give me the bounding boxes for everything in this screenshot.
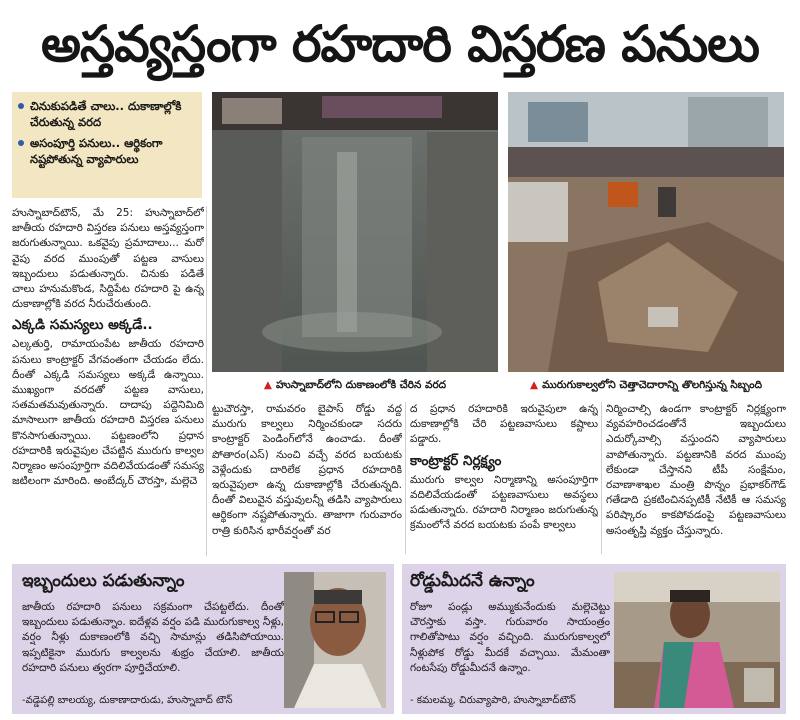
subheading: ఎక్కడి సమస్యలు అక్కడే.. [12, 317, 153, 334]
column-divider [405, 402, 406, 554]
article-intro: హుస్నాబాద్‌టౌన్, మే 25: హుస్నాబాద్‌లో జాతీయ రహదారి విస్తరణ పనులు అస్తవ్యస్తంగా జరుగుతున్నాయి. ఒకవైపు ప్రమాదాలు... మరో వైపు వరద ముంపుతో పట్టణ వాసులు ఇబ్బందులు పడుతున్నారు. చినుకు పడితే చాలు హనుమకొండ, సిద్దిపేట రహదారి పై ఉన్న దుకాణాల్లోకి వరద నీరుచేరుతుంది. [12, 207, 204, 311]
photo-caption-left: ▲ హుస్నాబాద్‌లోని దుకాణంలోకి చేరిన వరద [263, 379, 447, 391]
bullet-icon [18, 140, 24, 146]
triangle-icon: ▲ [263, 379, 272, 391]
quote-text: జాతీయ రహదారి పనులు సక్రమంగా చేపట్టలేదు. దీంతో ఇబ్బందులు పడుతున్నాం. ఐదేళ్లవ వర్షం పడి మురుగుకాల్వ నీళ్లు, వర్షం నీళ్లు దుకాణంలోకి వచ్చి సామాన్లు తడిసిపోయాయి. ఇప్పటికైనా మురుగు కాల్వలను శుభ్రం చేయాలి. జాతీయ రహదారి పనులు త్వరగా పూర్తిచేయాలి. [22, 601, 284, 674]
headline: అస్తవ్యస్తంగా రహదారి విస్తరణ పనులు [41, 15, 759, 73]
article-paragraph: మురుగు కాల్వల నిర్మాణాన్ని అసంపూర్తిగా వదిలివేయడంతో పట్టణవాసులు అవస్థలు పడుతున్నారు. రహదారి నిర్మాణం జరుగుతున్న క్రమంలోనే వరద బయటకు పంపే కాల్వలు [410, 473, 598, 532]
highlight-item [18, 135, 196, 167]
article-column-2 [212, 402, 402, 554]
highlight-text: చినుకుపడితే చాలు.. దుకాణాల్లోకి చేరుతున్న వరద [30, 99, 182, 129]
quote-title: రోడ్డుమీదనే ఉన్నాం [410, 571, 535, 591]
highlight-item [18, 98, 196, 130]
highlight-text: అసంపూర్తి పనులు.. ఆర్థికంగా నష్టపోతున్న వ్యాపారులు [30, 136, 163, 166]
flooded-shop-photo [212, 92, 498, 372]
column-divider [601, 402, 602, 554]
highlights-box [12, 92, 202, 198]
subheading: కాంట్రాక్టర్ నిర్లక్ష్యం [410, 452, 502, 469]
quote-text: రోజూ పండ్లు అమ్ముకునేందుకు మల్లెచెట్టు చౌరస్తాకు వస్తా. గురువారం సాయంత్రం గాలితోపాటు వర్షం వచ్చింది. మురుగుకాల్వలో నీళ్లుపోక రోడ్డు మీదకే వచ్చాయి. మేమంతా గంటసేపు రోడ్డుమీదనే ఉన్నాం. [410, 601, 610, 674]
article-column-4 [606, 402, 786, 554]
photo-caption-right: ▲ మురుగుకాల్వలోని చెత్తాచెదారాన్ని తొలగిస్తున్న సిబ్బంది [529, 379, 762, 391]
bullet-icon [18, 103, 24, 109]
quote-signature: - కమలమ్మ, చిరువ్యాపారి, హుస్నాబాద్‌టౌన్ [410, 695, 576, 706]
triangle-icon: ▲ [529, 379, 539, 391]
article-column-1 [12, 206, 204, 556]
shopkeeper-portrait [284, 572, 386, 708]
column-divider [206, 206, 207, 556]
article-paragraph: నిర్మించాల్సి ఉండగా కాంట్రాక్టర్ నిర్లక్ష్యంగా వ్యవహరించడంతోనే ఇబ్బందులు ఎదుర్కోవాల్సి వస్తుందని వ్యాపారులు వాపోతున్నారు. పట్టణానికి వరద ముంపు లేకుండా చేస్తానని టీపీ సంక్షేమం, రవాణాశాఖల మంత్రి పొన్నం ప్రభాకర్‌గౌడ్ గతేడాది ప్రకటించినప్పటికీ నేటికీ ఆ సమస్య పరిష్కారం కాకపోవడంపై పట్టణవాసులు అసంతృప్తి వ్యక్తం చేస్తున్నారు. [606, 403, 786, 537]
article-paragraph: ద ప్రధాన రహదారికి ఇరువైపులా ఉన్న దుకాణాల్లోకి చేరి పట్టణవాసులు కష్టాలు పడ్డారు. [410, 403, 598, 446]
drain-cleaning-photo [508, 92, 784, 372]
quote-signature: -వడ్డెపల్లి బాలయ్య, దుకాణాదారుడు, హుస్నాబాద్ టౌన్ [22, 695, 233, 706]
vendor-portrait [614, 572, 780, 708]
article-column-3 [410, 402, 598, 554]
quote-title: ఇబ్బందులు పడుతున్నాం [22, 571, 185, 591]
article-paragraph: ఎల్కతుర్తి, రామాయంపేట జాతీయ రహదారి పనులు కాంట్రాక్టర్ వేగవంతంగా చేయడం లేదు. దీంతో ఎక్కడి సమస్యలు అక్కడే ఉన్నాయి. ముఖ్యంగా వరదతో పట్టణ వాసులు, సతమతమవుతున్నారు. దాదాపు పద్దెనిమిది మాసాలుగా జాతీయ రహదారి విస్తరణ పనులు కొనసాగుతున్నాయి. పట్టణంలోని ప్రధాన రహదారికి ఇరువైపుల చేపట్టిన మురుగు కాల్వల నిర్మాణం అసంపూర్తిగా వదిలివేయడంతో సమస్య జటిలంగా మారింది. అంబేద్కర్ చౌరస్తా, మల్లెచె [12, 338, 204, 488]
article-paragraph: ట్టుచౌరస్తా, రామవరం బైపాస్ రోడ్డు వద్ద మురుగు కాల్వలు నిర్మించకుండా సదరు కాంట్రాక్టర్ పెండింగ్‌లోనే ఉంచాడు. దీంతో పోతారం(ఎస్) నుంచి వచ్చే వరద బయటకు వెళ్లేందుకు దారిలేక ప్రధాన రహదారికి ఇరువైపులా ఉన్న దుకాణాల్లోకి చేరుతున్నది. దీంతో విలువైన వస్తువులన్నీ తడిసి వ్యాపారులు ఆర్థికంగా నష్టపోతున్నారు. తాజాగా గురువారం రాత్రి కురిసిన భారీవర్షంతో వర [212, 403, 402, 537]
